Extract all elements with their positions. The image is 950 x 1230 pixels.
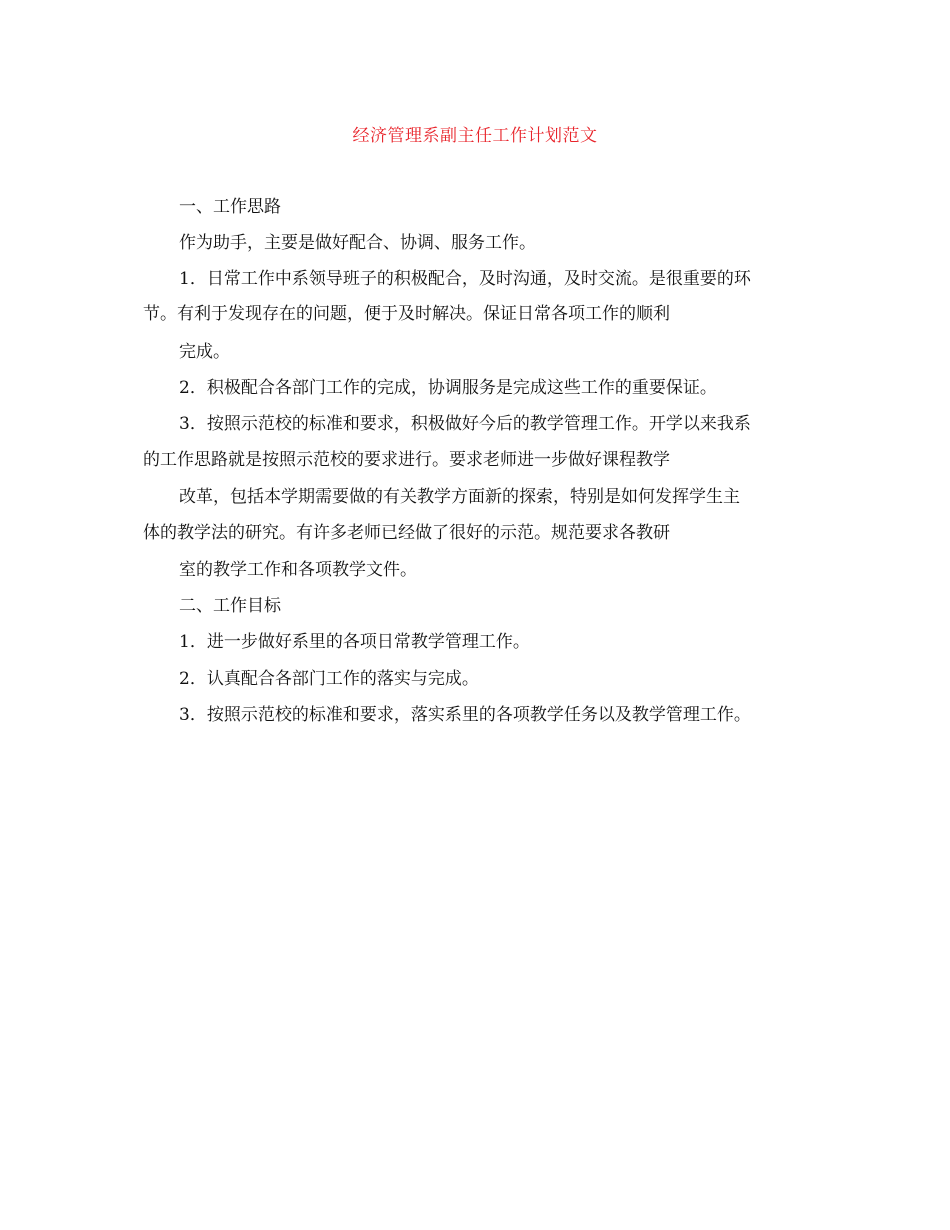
paragraph-line: 3．按照示范校的标准和要求，积极做好今后的教学管理工作。开学以来我系	[179, 414, 751, 434]
paragraph-line: 作为助手，主要是做好配合、协调、服务工作。	[179, 233, 536, 253]
paragraph-line: 体的教学法的研究。有许多老师已经做了很好的示范。规范要求各教研	[143, 523, 670, 543]
paragraph-line: 完成。	[179, 342, 230, 362]
paragraph-line: 3．按照示范校的标准和要求，落实系里的各项教学任务以及教学管理工作。	[179, 705, 751, 725]
paragraph-line: 2．认真配合各部门工作的落实与完成。	[179, 669, 479, 689]
paragraph-line: 节。有利于发现存在的问题，便于及时解决。保证日常各项工作的顺利	[143, 304, 670, 324]
paragraph-line: 1．日常工作中系领导班子的积极配合，及时沟通，及时交流。是很重要的环	[179, 269, 751, 289]
paragraph-line: 改革，包括本学期需要做的有关教学方面新的探索，特别是如何发挥学生主	[179, 487, 740, 507]
paragraph-line: 1．进一步做好系里的各项日常教学管理工作。	[179, 632, 530, 652]
paragraph-line: 室的教学工作和各项教学文件。	[179, 560, 417, 580]
paragraph-line: 2．积极配合各部门工作的完成，协调服务是完成这些工作的重要保证。	[179, 378, 717, 398]
paragraph-line: 的工作思路就是按照示范校的要求进行。要求老师进一步做好课程教学	[143, 450, 670, 470]
document-title: 经济管理系副主任工作计划范文	[352, 126, 598, 146]
section-heading-work-approach: 一、工作思路	[179, 197, 281, 217]
section-heading-work-goals: 二、工作目标	[179, 596, 281, 616]
